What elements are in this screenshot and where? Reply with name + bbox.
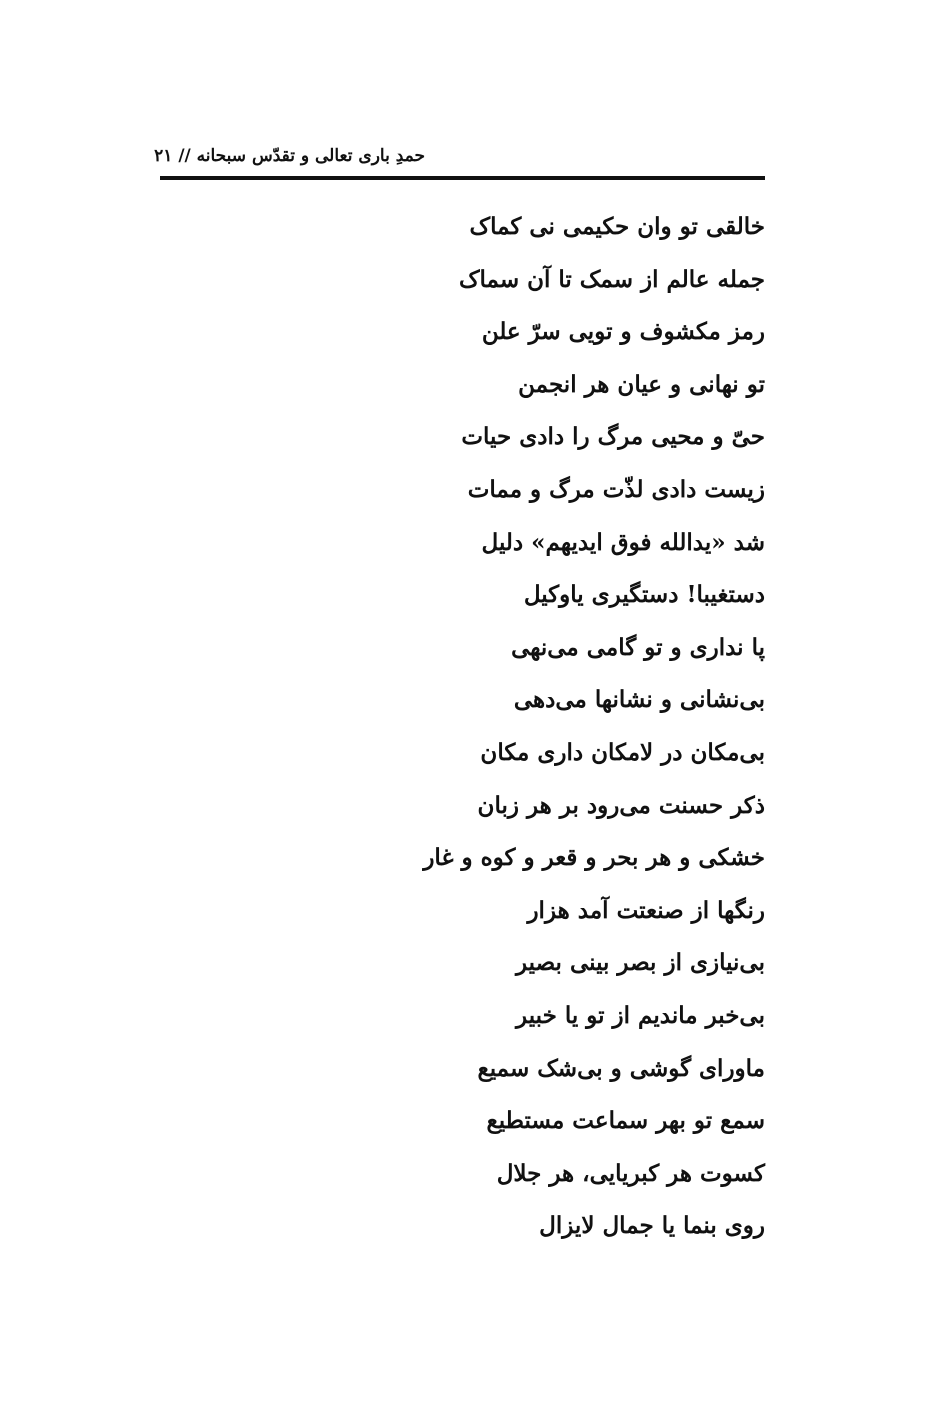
poem-line: خالقی تو وان حکیمی نی کماک [469,213,765,240]
header-rule [160,176,765,180]
poem-line: زیست دادی لذّت مرگ و ممات [467,475,765,503]
poem-line: پا نداری و تو گامی می‌نهی [511,633,765,661]
poem-line: بی‌خبر ماندیم از تو یا خبیر [516,1001,765,1029]
poem-line: جمله عالم از سمک تا آن سماک [458,265,765,293]
poem-line: دستغیبا! دستگیری یاوکیل [523,581,765,609]
poem-line: روی بنما یا جمال لایزال [539,1212,765,1240]
poem-line: سمع تو بهر سماعت مستطیع [486,1107,765,1135]
poem-line: ماورای گوشی و بی‌شک سمیع [477,1054,765,1082]
poem-line: حیّ و محیی مرگ را دادی حیات [461,423,765,451]
running-header [154,140,765,176]
poem-line: خشکی و هر بحر و قعر و کوه و غار [423,844,765,872]
poem [400,208,765,1260]
running-header-title: حمدِ باری تعالی و تقدّس سبحانه // ۲۱ [154,146,425,166]
poem-line: کسوت هر کبریایی، هر جلال [496,1159,765,1187]
poem-line: ذکر حسنت می‌رود بر هر زبان [477,791,765,819]
poem-line: بی‌مکان در لامکان داری مکان [480,738,765,766]
poem-line: بی‌نشانی و نشانها می‌دهی [513,686,765,714]
poem-line: شد «یدالله فوق ایدیهم» دلیل [481,528,765,556]
poem-line: بی‌نیازی از بصر بینی بصیر [515,949,765,977]
poem-line: تو نهانی و عیان هر انجمن [518,370,765,398]
poem-line: رمز مکشوف و تویی سرّ علن [481,318,765,346]
poem-line: رنگها از صنعتت آمد هزار [527,896,765,924]
